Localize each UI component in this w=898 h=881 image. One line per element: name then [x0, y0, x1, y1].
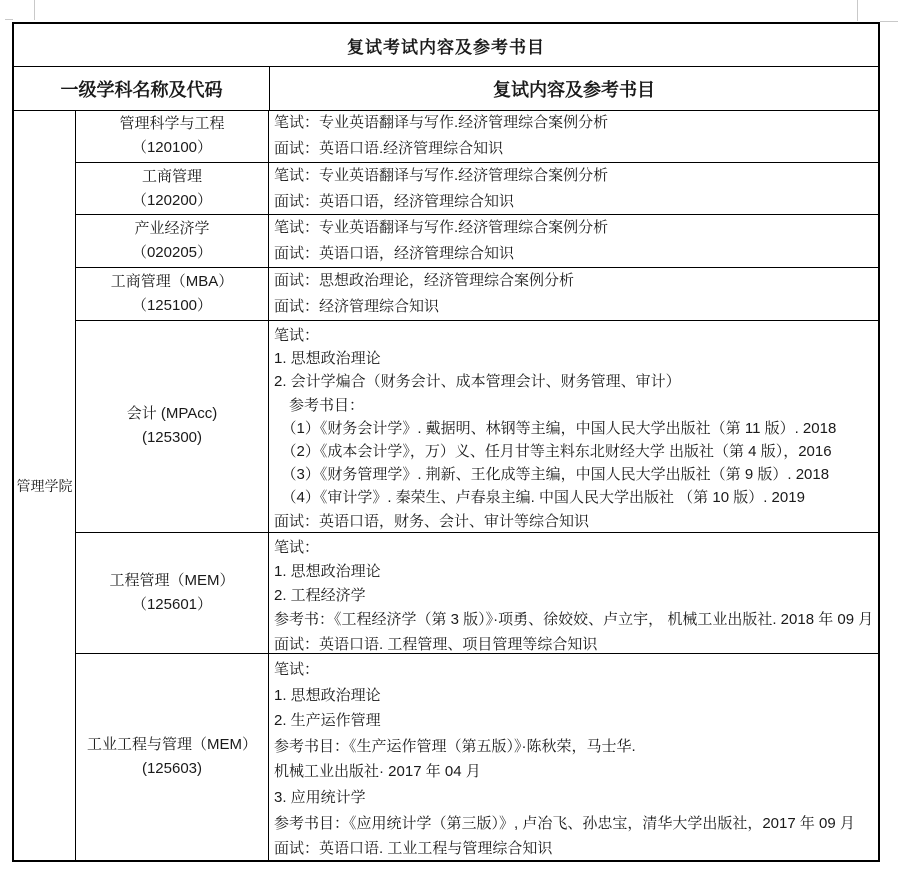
content-line: 3. 应用统计学 — [274, 789, 366, 807]
content-cell — [269, 111, 878, 162]
table-row — [76, 215, 878, 268]
content-line: 面试：经济管理综合知识 — [274, 298, 440, 316]
content-line: 笔试：专业英语翻译与写作.经济管理综合案例分析 — [274, 166, 609, 184]
major-cell — [76, 268, 269, 320]
major-cell — [76, 321, 269, 532]
content-line: 面试：英语口语. 工程管理、项目管理等综合知识 — [274, 635, 598, 653]
content-line: 参考书目：《应用统计学（第三版）》, 卢冶飞、孙忠宝，清华大学出版社，2017 年 09 月 — [274, 814, 855, 832]
table-row — [76, 321, 878, 533]
content-line: 参考书目：《生产运作管理（第五版）》·陈秋荣，马士华. — [274, 737, 636, 755]
content-line: 面试：英语口语.经济管理综合知识 — [274, 140, 504, 158]
major-name: 工业工程与管理（MEM） — [87, 736, 257, 754]
major-cell — [76, 533, 269, 653]
content-line: 参考书目： — [274, 396, 365, 414]
content-line: 2. 生产运作管理 — [274, 712, 381, 730]
major-name: 管理科学与工程 — [119, 115, 225, 133]
college-name: 管理学院 — [16, 477, 73, 494]
table-body — [14, 111, 878, 860]
major-cell — [76, 215, 269, 267]
header-discipline-label: 一级学科名称及代码 — [60, 79, 223, 100]
header-content-column — [270, 67, 878, 110]
content-line: 面试：英语口语. 工业工程与管理综合知识 — [274, 840, 553, 858]
table-row — [76, 654, 878, 860]
major-code: （120100） — [131, 139, 213, 157]
content-line: 机械工业出版社· 2017 年 04 月 — [274, 763, 481, 781]
content-line: 面试：英语口语，经济管理综合知识 — [274, 192, 515, 210]
major-code: （125100） — [131, 297, 213, 315]
college-cell — [14, 111, 76, 860]
gridline-remnant-top-left-h — [5, 19, 13, 20]
major-code: （020205） — [131, 244, 213, 262]
content-cell — [269, 163, 878, 215]
major-name: 会计 (MPAcc) — [126, 405, 218, 423]
content-line: 笔试：专业英语翻译与写作.经济管理综合案例分析 — [274, 219, 609, 237]
content-line: 1. 思想政治理论 — [274, 686, 381, 704]
content-cell — [269, 533, 878, 653]
content-line: （2）《成本会计学》，万）义、任月甘等主料东北财经大学 出版社（第 4 版），2016 — [274, 442, 832, 460]
content-line: 笔试： — [274, 326, 320, 344]
major-name: 产业经济学 — [134, 220, 210, 238]
major-code: (125300) — [141, 429, 203, 447]
content-line: 2. 工程经济学 — [274, 587, 366, 605]
exam-content-table — [12, 22, 880, 862]
major-cell — [76, 163, 269, 215]
major-name: 工程管理（MEM） — [109, 571, 235, 589]
content-line: 面试：英语口语，经济管理综合知识 — [274, 245, 515, 263]
major-code: （120200） — [131, 191, 213, 209]
content-line: 笔试： — [274, 538, 320, 556]
content-line: （3）《财务管理学》. 荆新、王化成等主编，中国人民大学出版社（第 9 版）. 2018 — [274, 466, 830, 484]
gridline-remnant-top-left-v — [34, 0, 35, 20]
gridline-remnant-top-right-v — [857, 0, 858, 21]
table-row — [76, 111, 878, 163]
major-name: 工商管理（MBA） — [110, 273, 234, 291]
content-line: 笔试：专业英语翻译与写作.经济管理综合案例分析 — [274, 114, 609, 132]
content-line: 参考书：《工程经济学（第 3 版）》·项勇、徐姣姣、卢立宇， 机械工业出版社. 2018 年 09 月 — [274, 611, 874, 629]
major-name: 工商管理 — [141, 167, 202, 185]
content-line: 面试：英语口语，财务、会计、审计等综合知识 — [274, 512, 590, 530]
content-line: 2. 会计学煸合（财务会计、成本管理会计、财务管理、审计） — [274, 373, 681, 391]
major-code: (125603) — [141, 760, 203, 778]
table-header-row — [14, 67, 878, 111]
content-line: （1）《财务会计学》. 戴据明、林钢等主编，中国人民大学出版社（第 11 版）. 2018 — [274, 419, 837, 437]
major-cell — [76, 111, 269, 162]
table-title-text: 复试考试内容及参考书目 — [347, 37, 545, 57]
content-cell — [269, 215, 878, 267]
content-cell — [269, 654, 878, 860]
table-rows — [76, 111, 878, 860]
table-row — [76, 163, 878, 216]
major-code: （125601） — [131, 595, 213, 613]
header-discipline-column — [14, 67, 270, 110]
content-line: （4）《审计学》. 秦荣生、卢春泉主编. 中国人民大学出版社 （第 10 版）. 2019 — [274, 489, 805, 507]
content-line: 1. 思想政治理论 — [274, 350, 381, 368]
table-row — [76, 533, 878, 654]
content-line: 面试：思想政治理论，经济管理综合案例分析 — [274, 272, 575, 290]
content-cell — [269, 268, 878, 320]
content-line: 笔试： — [274, 661, 320, 679]
table-row — [76, 268, 878, 321]
gridline-remnant-top-right-h — [880, 21, 898, 22]
content-cell — [269, 321, 878, 532]
table-title — [14, 24, 878, 67]
major-cell — [76, 654, 269, 860]
content-line: 1. 思想政治理论 — [274, 562, 381, 580]
header-content-label: 复试内容及参考书目 — [493, 79, 655, 100]
